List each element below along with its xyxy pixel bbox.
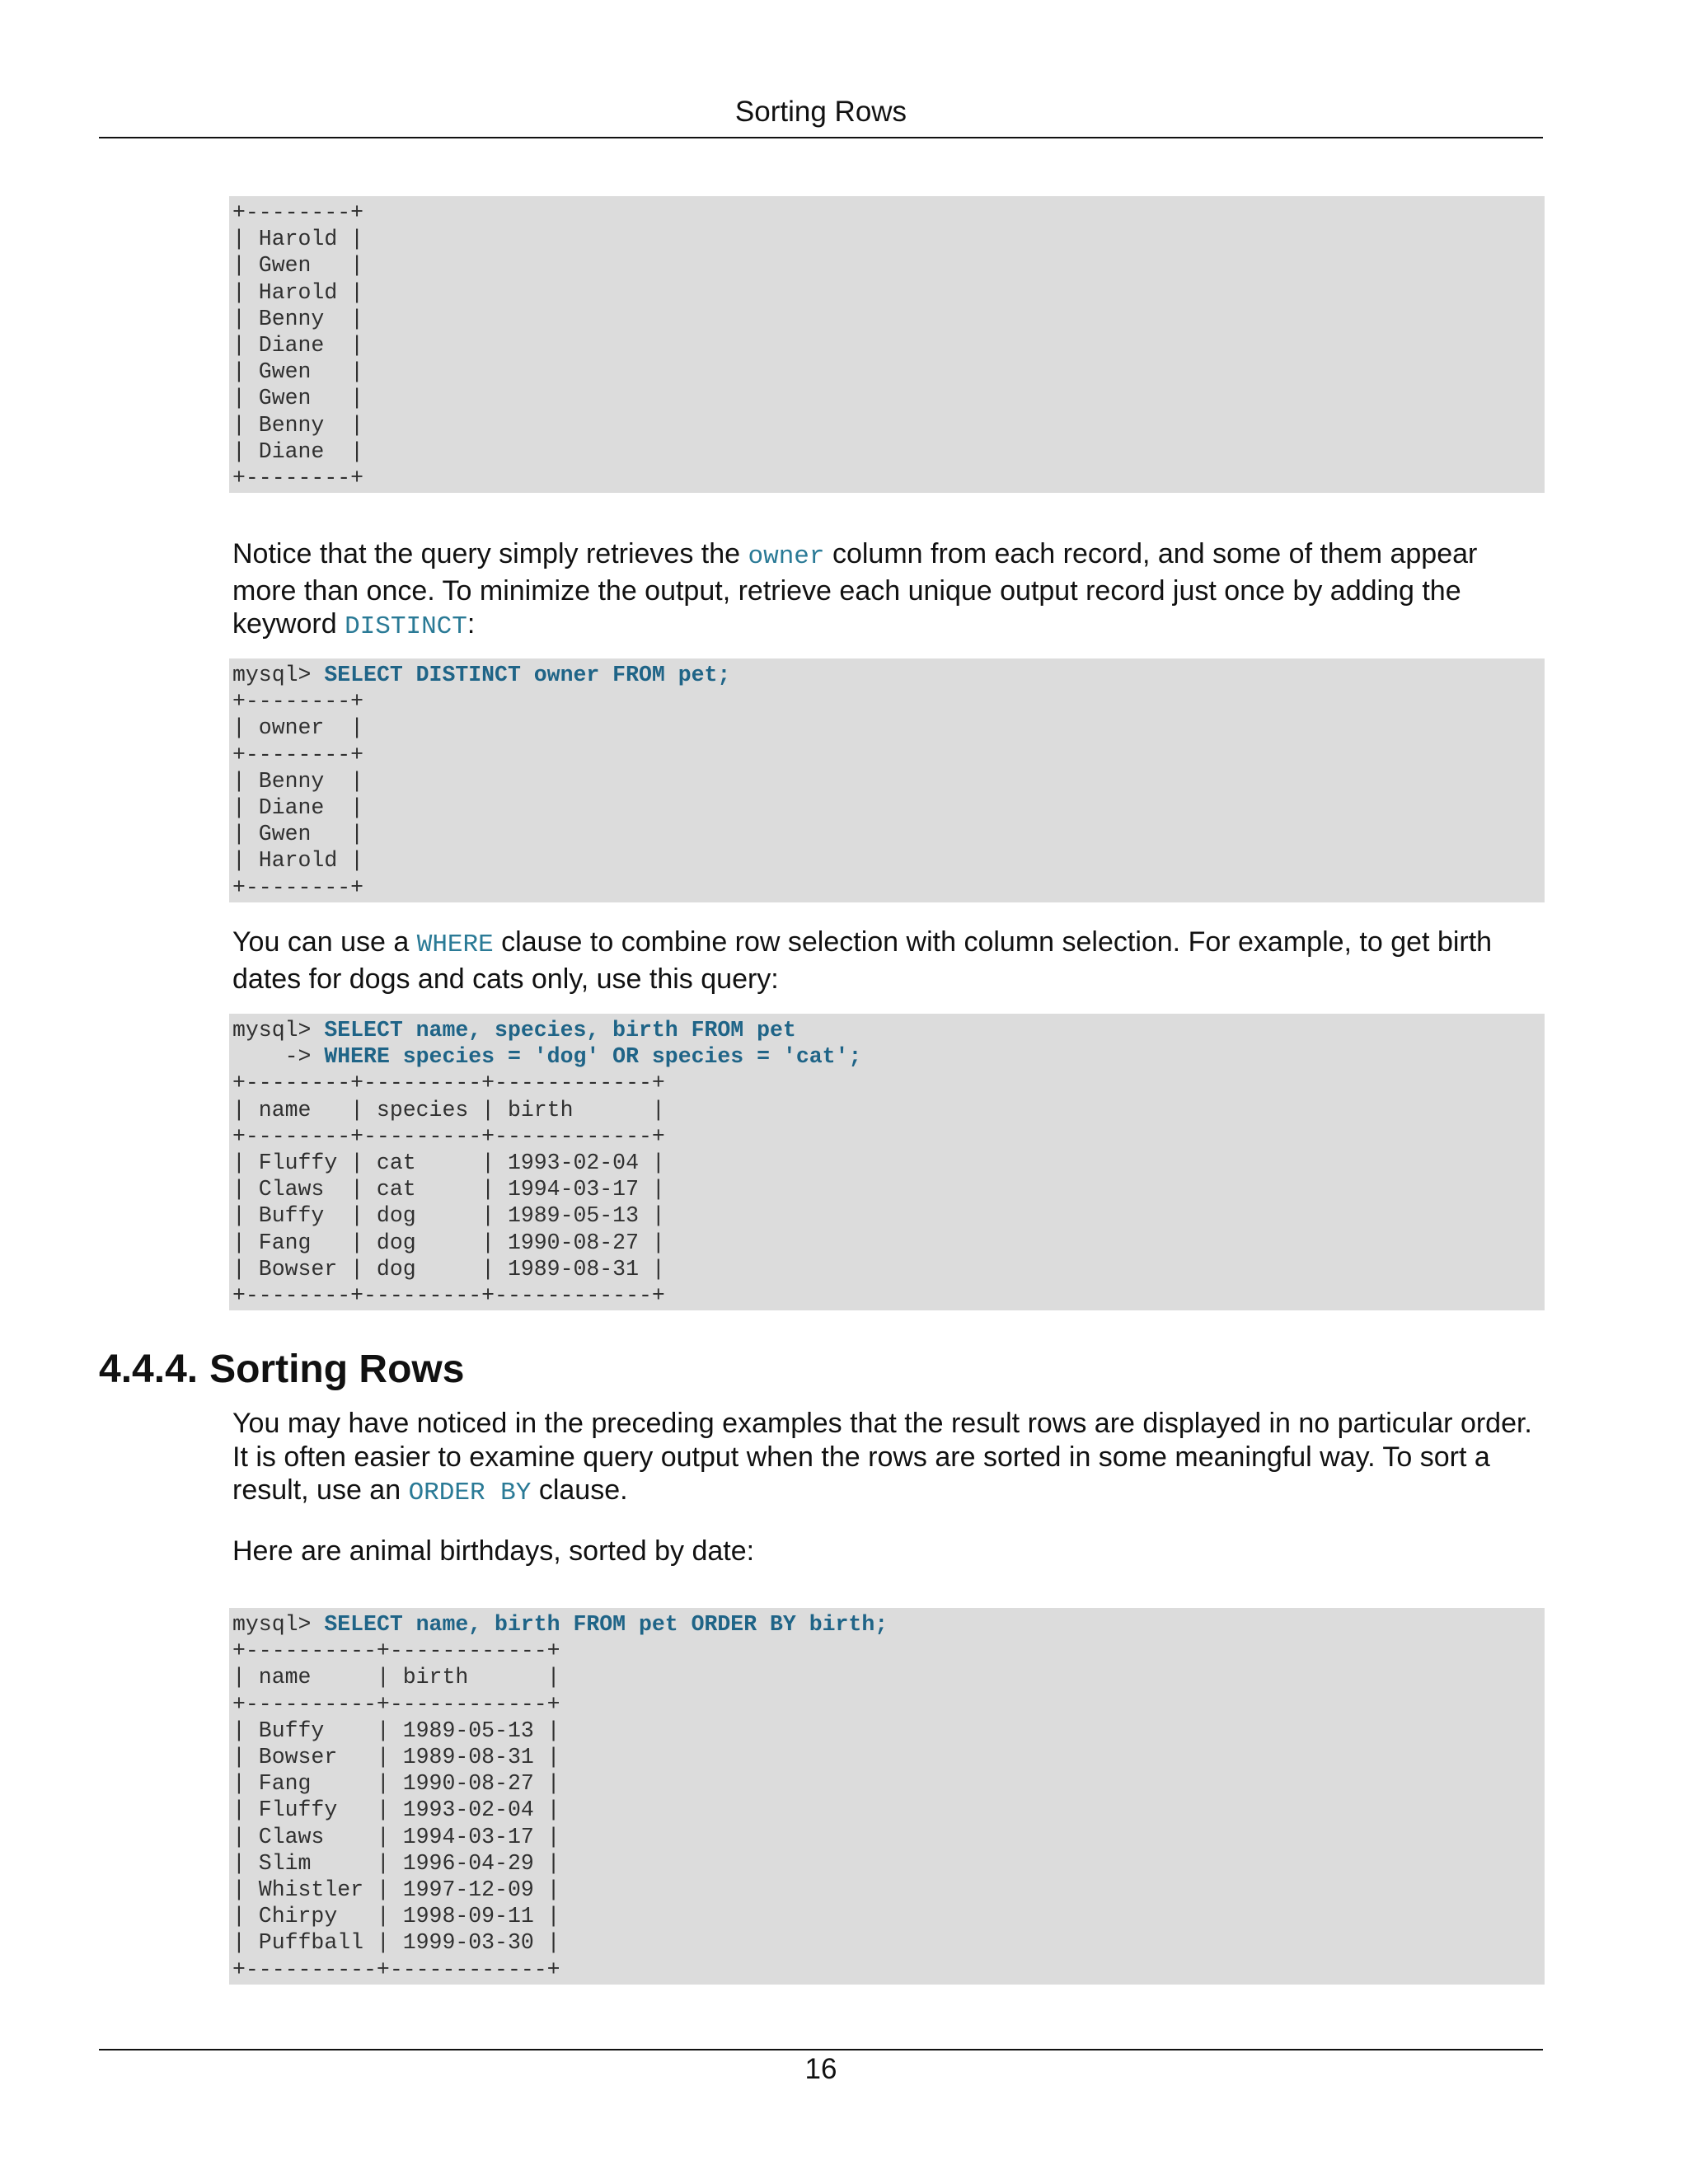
code-line: | Gwen | xyxy=(232,359,364,385)
inline-code-order-by: ORDER BY xyxy=(408,1479,532,1507)
code-line: +----------+------------+ xyxy=(232,1691,560,1717)
paragraph-sorting-intro xyxy=(232,1407,1545,1511)
code-line: | Whistler | 1997-12-09 | xyxy=(232,1877,560,1903)
code-line: | Diane | xyxy=(232,795,364,821)
paragraph-text: clause to combine row selection with column selection. For example, to get birth dates for dogs and cats only, use this query: xyxy=(232,926,1493,995)
paragraph-where-intro xyxy=(232,926,1545,996)
code-line: | Claws | cat | 1994-03-17 | xyxy=(232,1177,665,1202)
code-line: | Benny | xyxy=(232,768,364,794)
sql-command: SELECT name, birth FROM pet ORDER BY birth; xyxy=(324,1612,889,1637)
code-line: | Buffy | 1989-05-13 | xyxy=(232,1718,560,1743)
mysql-prompt: mysql> xyxy=(232,663,325,687)
paragraph-text: : xyxy=(467,608,476,640)
code-block-order-by-birth xyxy=(229,1608,1545,1985)
paragraph-text: You can use a xyxy=(232,926,417,958)
code-line: | Bowser | dog | 1989-08-31 | xyxy=(232,1256,665,1282)
code-line: | Fluffy | cat | 1993-02-04 | xyxy=(232,1151,665,1176)
paragraph-birthdays-intro: Here are animal birthdays, sorted by date: xyxy=(232,1535,755,1567)
code-line: | Diane | xyxy=(232,333,364,359)
code-block-where-species xyxy=(229,1014,1545,1310)
code-line: | Bowser | 1989-08-31 | xyxy=(232,1745,560,1770)
paragraph-text: clause. xyxy=(531,1474,628,1506)
code-line: | Harold | xyxy=(232,227,364,252)
code-line: | Harold | xyxy=(232,848,364,874)
code-line: +--------+---------+------------+ xyxy=(232,1123,665,1149)
code-output xyxy=(232,1611,1541,1983)
paragraph-distinct-intro xyxy=(232,537,1545,644)
code-line: | Benny | xyxy=(232,412,364,438)
paragraph-text: Notice that the query simply retrieves the xyxy=(232,538,748,569)
code-line: | Chirpy | 1998-09-11 | xyxy=(232,1904,560,1929)
code-line: | Claws | 1994-03-17 | xyxy=(232,1824,560,1849)
sql-command: SELECT name, species, birth FROM pet xyxy=(324,1018,796,1043)
inline-code-where: WHERE xyxy=(416,930,494,959)
code-line: +--------+ xyxy=(232,689,364,715)
paragraph-text: You may have noticed in the preceding examples that the result rows are displayed in no particular order. It is often easier to examine query output when the rows are sorted in some meaningful way. To sort a result, use an xyxy=(232,1408,1532,1506)
paragraph-text: column from each record, and some of them appear more than once. To minimize the output, retrieve each unique output record just once by adding the keyword xyxy=(232,538,1478,640)
code-line: | Puffball | 1999-03-30 | xyxy=(232,1930,560,1956)
code-line: +--------+ xyxy=(232,200,364,225)
code-block-distinct-owner xyxy=(229,658,1545,902)
code-line: +--------+---------+------------+ xyxy=(232,1283,665,1309)
code-block-owner-output xyxy=(229,196,1545,493)
code-output xyxy=(232,199,1541,491)
running-header-title: Sorting Rows xyxy=(734,96,907,128)
mysql-prompt: mysql> xyxy=(232,1612,325,1637)
section-heading xyxy=(99,1345,464,1394)
code-line: +----------+------------+ xyxy=(232,1638,560,1664)
code-line: +--------+ xyxy=(232,466,364,491)
code-line: +--------+ xyxy=(232,742,364,767)
code-line: | Harold | xyxy=(232,279,364,305)
code-line: +----------+------------+ xyxy=(232,1957,560,1982)
code-line: | Gwen | xyxy=(232,386,364,411)
code-line: | Fang | dog | 1990-08-27 | xyxy=(232,1230,665,1255)
section-title: Sorting Rows xyxy=(209,1347,465,1391)
code-line: | Fluffy | 1993-02-04 | xyxy=(232,1797,560,1823)
code-output xyxy=(232,1017,1541,1309)
code-line: | Fang | 1990-08-27 | xyxy=(232,1771,560,1797)
section-number: 4.4.4. xyxy=(99,1347,199,1391)
code-line: | owner | xyxy=(232,715,364,741)
code-line: +--------+---------+------------+ xyxy=(232,1071,665,1096)
sql-command-continuation: WHERE species = 'dog' OR species = 'cat'; xyxy=(324,1044,862,1070)
sql-command: SELECT DISTINCT owner FROM pet; xyxy=(324,663,731,687)
code-line: | Diane | xyxy=(232,438,364,464)
code-line: | Gwen | xyxy=(232,253,364,279)
mysql-prompt: mysql> xyxy=(232,1018,325,1043)
inline-code-distinct: DISTINCT xyxy=(345,612,467,641)
inline-code-owner: owner xyxy=(748,542,825,571)
continuation-prompt: -> xyxy=(232,1044,325,1070)
code-line: | Slim | 1996-04-29 | xyxy=(232,1850,560,1876)
code-output xyxy=(232,662,1541,901)
code-line: | name | species | birth | xyxy=(232,1097,665,1122)
code-line: +--------+ xyxy=(232,874,364,900)
code-line: | Benny | xyxy=(232,306,364,331)
header-rule xyxy=(99,137,1543,138)
code-line: | name | birth | xyxy=(232,1665,560,1690)
page-number: 16 xyxy=(804,2053,837,2085)
code-line: | Gwen | xyxy=(232,822,364,847)
code-line: | Buffy | dog | 1989-05-13 | xyxy=(232,1203,665,1229)
